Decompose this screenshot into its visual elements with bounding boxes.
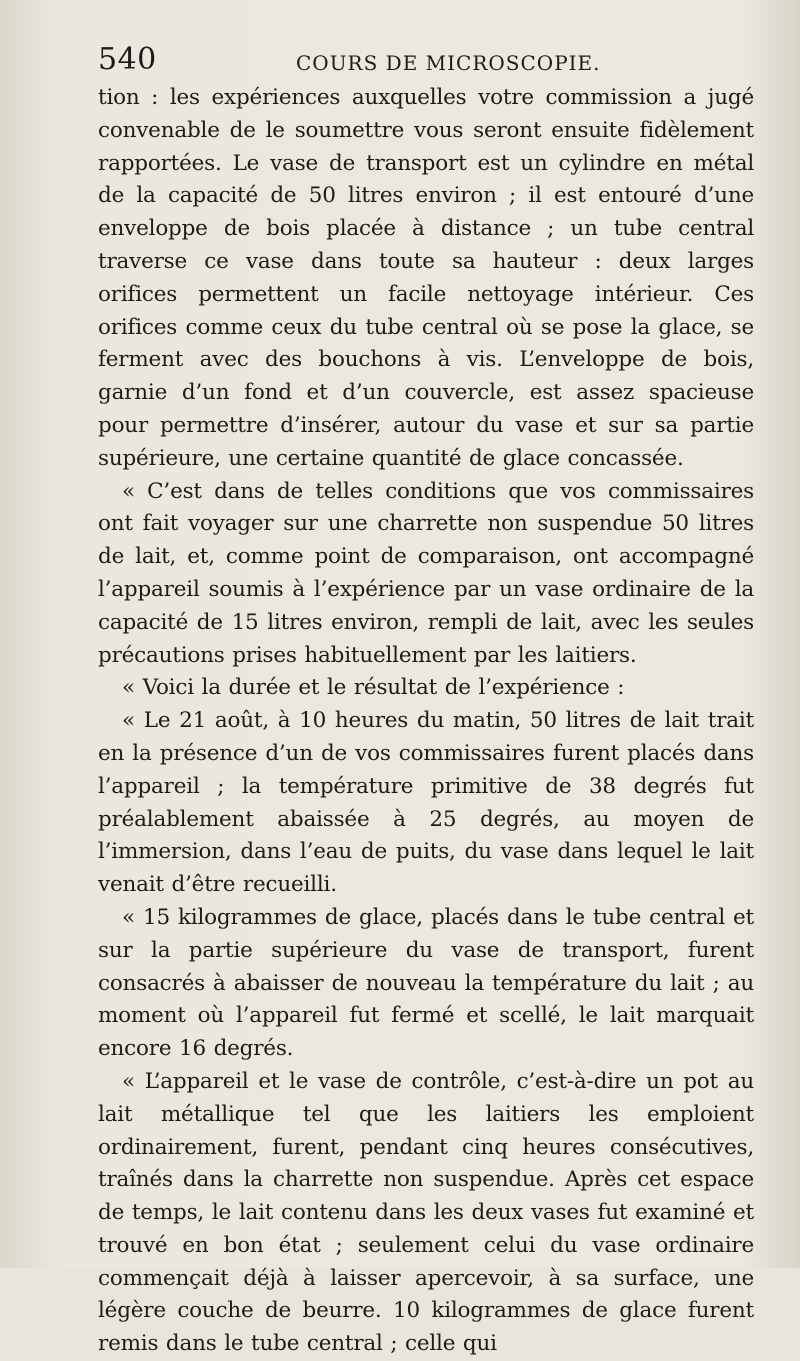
paragraph-control-vessel: « L’appareil et le vase de contrôle, c’est-à-dire un pot au lait métallique tel que les laitiers les emploient ordinairement, furent, pendant cinq heures consécutives, traînés dans la charrette non suspendue. Après cet espace de temps, le lait contenu dans les deux vases fut examiné et trouvé en bon état ; seulement celui du vase ordinaire commençait déjà à laisser apercevoir, à sa surface, une légère couche de beurre. 10 kilogrammes de glace furent remis dans le tube central ; celle qui xyxy=(98,1068,754,1357)
page-number: 540 xyxy=(98,42,157,77)
body-text xyxy=(98,82,754,1361)
paragraph-august-21: « Le 21 août, à 10 heures du matin, 50 litres de lait trait en la présence d’un de vos commissaires furent placés dans l’appareil ; la température primitive de 38 degrés fut préalablement abaissée à 25 degrés, au moyen de l’immersion, dans l’eau de puits, du vase dans lequel le lait venait d’être recueilli. xyxy=(98,708,754,898)
running-title: COURS DE MICROSCOPIE. xyxy=(296,51,601,75)
paragraph-conditions: « C’est dans de telles conditions que vos commissaires ont fait voyager sur une charrette non suspendue 50 litres de lait, et, comme point de comparaison, ont accompagné l’appareil soumis à l’expérience par un vase ordinaire de la capacité de 15 litres environ, rempli de lait, avec les seules précautions prises habituellement par les laitiers. xyxy=(98,478,754,668)
paragraph-continuation: tion : les expériences auxquelles votre commission a jugé convenable de le soumettre vous seront ensuite fidèlement rapportées. Le vase de transport est un cylindre en métal de la capacité de 50 litres environ ; il est entouré d’une enveloppe de bois placée à distance ; un tube central traverse ce vase dans toute sa hauteur : deux larges orifices permettent un facile nettoyage intérieur. Ces orifices comme ceux du tube central où se pose la glace, se ferment avec des bouchons à vis. L’enveloppe de bois, garnie d’un fond et d’un couvercle, est assez spacieuse pour permettre d’insérer, autour du vase et sur sa partie supérieure, une certaine quantité de glace concassée. xyxy=(98,85,754,471)
page-header xyxy=(98,42,758,82)
paragraph-ice-quantity: « 15 kilogrammes de glace, placés dans le tube central et sur la partie supérieure du vase de transport, furent consacrés à abaisser de nouveau la température du lait ; au moment où l’appareil fut fermé et scellé, le lait marquait encore 16 degrés. xyxy=(98,904,754,1062)
paragraph-intro-result: « Voici la durée et le résultat de l’expérience : xyxy=(122,675,625,701)
